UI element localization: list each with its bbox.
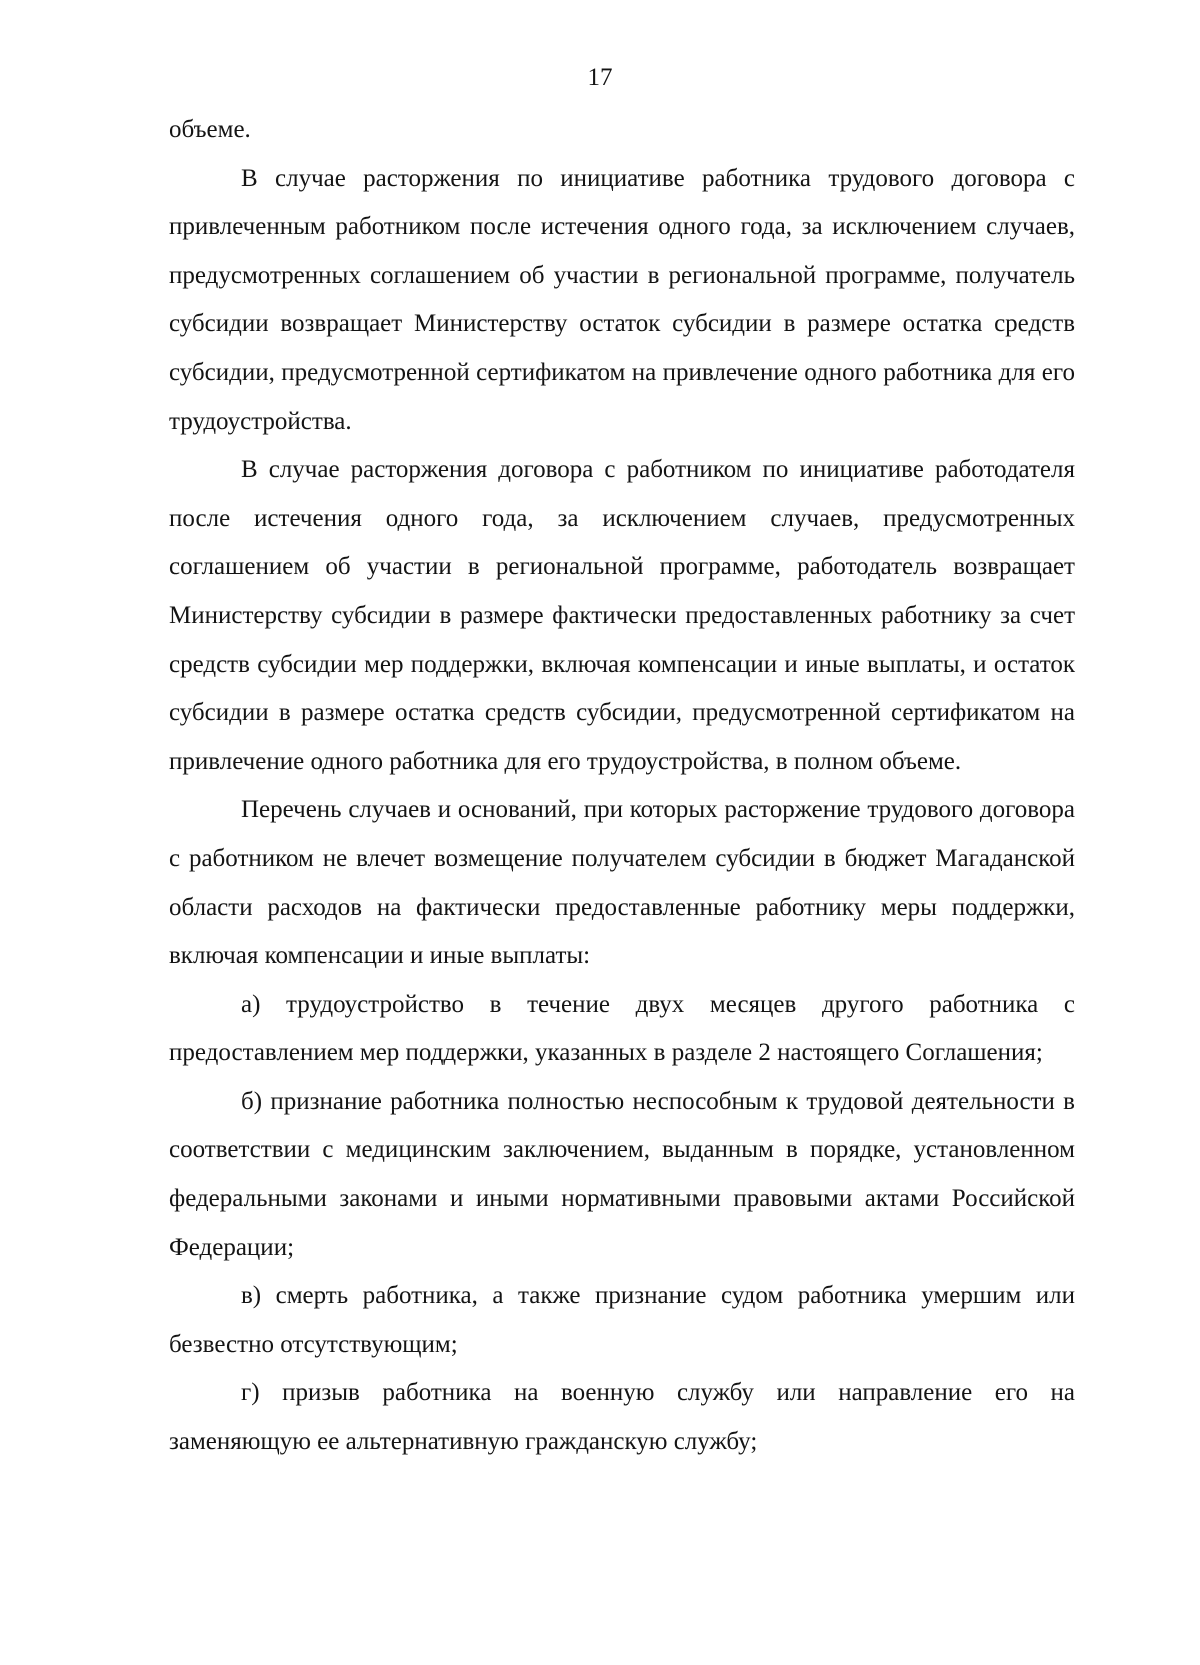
paragraph-continuation: объеме. [169,116,251,143]
document-body [169,106,1075,1467]
page-number: 17 [587,64,613,91]
paragraph-employee-termination: В случае расторжения по инициативе работника трудового договора с привлеченным работником после истечения одного года, за исключением случаев, предусмотренных соглашением об участии в региональной программе, получатель субсидии возвращает Министерству остаток субсидии в размере остатка средств субсидии, предусмотренной сертификатом на привлечение одного работника для его трудоустройства. [169,164,1075,435]
paragraph-exceptions-intro: Перечень случаев и оснований, при которых расторжение трудового договора с работником не влечет возмещение получателем субсидии в бюджет Магаданской области расходов на фактически предоставленные работнику меры поддержки, включая компенсации и иные выплаты: [169,796,1075,970]
list-item-b: б) признание работника полностью неспособным к трудовой деятельности в соответствии с медицинским заключением, выданным в порядке, установленном федеральными законами и иными нормативными правовыми актами Российской Федерации; [169,1087,1075,1261]
paragraph-employer-termination: В случае расторжения договора с работником по инициативе работодателя после истечения одного года, за исключением случаев, предусмотренных соглашением об участии в региональной программе, работодатель возвращает Министерству субсидии в размере фактически предоставленных работнику за счет средств субсидии мер поддержки, включая компенсации и иные выплаты, и остаток субсидии в размере остатка средств субсидии, предусмотренной сертификатом на привлечение одного работника для его трудоустройства, в полном объеме. [169,456,1075,775]
list-item-g: г) призыв работника на военную службу или направление его на заменяющую ее альтернативную гражданскую службу; [169,1379,1075,1456]
list-item-a: а) трудоустройство в течение двух месяцев другого работника с предоставлением мер поддержки, указанных в разделе 2 настоящего Соглашения; [169,990,1075,1067]
list-item-v: в) смерть работника, а также признание судом работника умершим или безвестно отсутствующим; [169,1282,1075,1358]
